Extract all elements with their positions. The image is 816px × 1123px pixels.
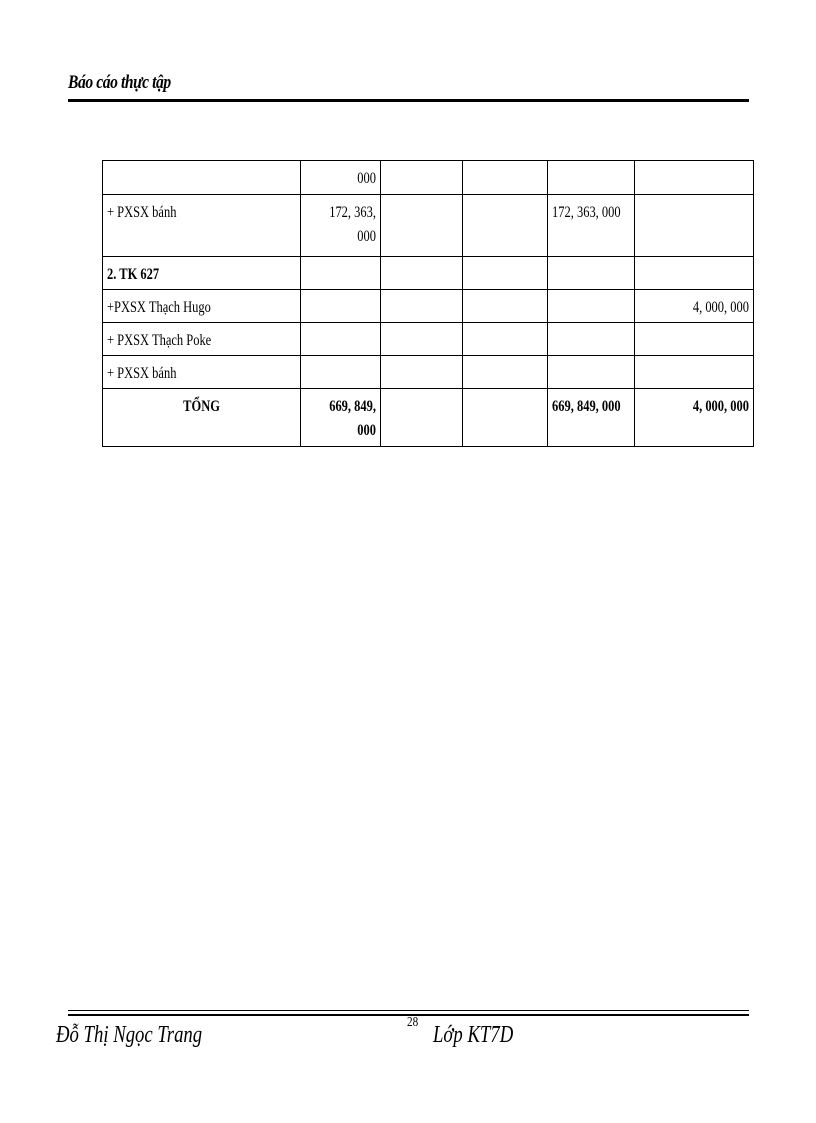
amount-cell: [463, 290, 548, 323]
amount-cell: [463, 389, 548, 447]
ledger-table: [102, 160, 754, 447]
amount-cell: [548, 161, 635, 195]
amount-cell: [463, 257, 548, 290]
row-label-cell: + PXSX bánh: [103, 195, 301, 257]
amount-cell: [301, 356, 381, 389]
table-row: [103, 323, 754, 356]
footer-author: Đỗ Thị Ngọc Trang: [56, 1022, 203, 1048]
amount-cell: [381, 389, 463, 447]
row-label-cell: + PXSX bánh: [103, 356, 301, 389]
report-header-title: Báo cáo thực tập: [68, 72, 171, 93]
table-row: [103, 257, 754, 290]
amount-cell: 4, 000, 000: [635, 290, 754, 323]
table-row: [103, 195, 754, 257]
amount-cell: [381, 257, 463, 290]
amount-cell: [635, 356, 754, 389]
amount-cell: [381, 195, 463, 257]
row-label-cell: [103, 161, 301, 195]
amount-cell: [635, 161, 754, 195]
amount-cell: [548, 290, 635, 323]
total-amount-cell: 669, 849, 000: [301, 389, 381, 447]
footer-divider: [68, 1010, 749, 1011]
total-amount-cell: 669, 849, 000: [548, 389, 635, 447]
amount-cell: [463, 323, 548, 356]
amount-cell: 000: [301, 161, 381, 195]
row-label-cell: +PXSX Thạch Hugo: [103, 290, 301, 323]
amount-cell: [381, 356, 463, 389]
amount-cell: [463, 195, 548, 257]
amount-cell: [301, 323, 381, 356]
footer-class-name: Lớp KT7D: [433, 1022, 514, 1048]
amount-cell: [381, 161, 463, 195]
amount-cell: [635, 195, 754, 257]
amount-cell: [463, 161, 548, 195]
amount-cell: [301, 290, 381, 323]
section-heading-cell: 2. TK 627: [103, 257, 301, 290]
page-number: 28: [407, 1015, 419, 1030]
table-row: [103, 161, 754, 195]
row-label-cell: + PXSX Thạch Poke: [103, 323, 301, 356]
total-amount-cell: 4, 000, 000: [635, 389, 754, 447]
amount-cell: [548, 356, 635, 389]
amount-cell: [301, 257, 381, 290]
amount-cell: 172, 363, 000: [548, 195, 635, 257]
total-row: [103, 389, 754, 447]
amount-cell: [548, 257, 635, 290]
amount-cell: [548, 323, 635, 356]
total-label-cell: TỔNG: [103, 389, 301, 447]
table-row: [103, 290, 754, 323]
amount-cell: [635, 323, 754, 356]
amount-cell: [381, 290, 463, 323]
header-divider: [68, 99, 749, 102]
amount-cell: [381, 323, 463, 356]
table-row: [103, 356, 754, 389]
amount-cell: [463, 356, 548, 389]
amount-cell: [635, 257, 754, 290]
amount-cell: 172, 363, 000: [301, 195, 381, 257]
